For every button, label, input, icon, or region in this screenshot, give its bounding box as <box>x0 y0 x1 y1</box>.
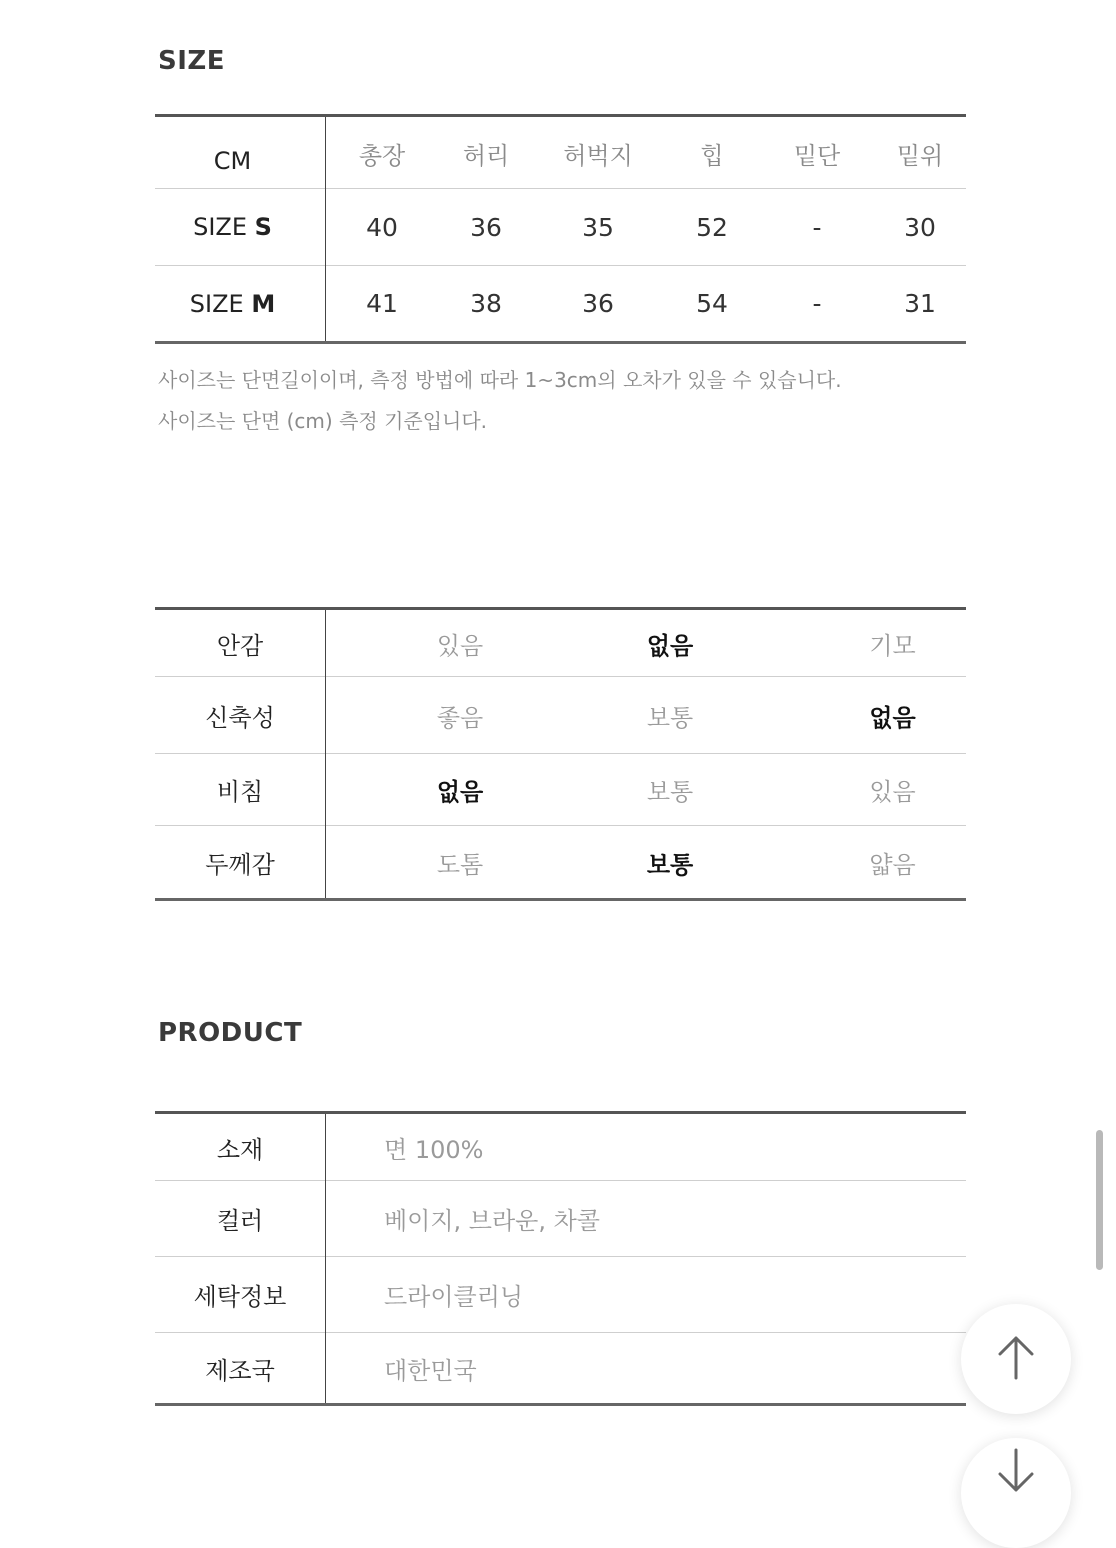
feel-option-selected: 없음 <box>869 703 916 732</box>
size-section-title: SIZE <box>158 46 226 76</box>
size-value: 41 <box>366 289 398 318</box>
table-bottom-rule <box>155 898 966 901</box>
size-row-size: S <box>254 213 272 241</box>
product-row-value: 드라이클리닝 <box>384 1283 524 1311</box>
size-value: 40 <box>366 212 398 242</box>
product-section-title: PRODUCT <box>158 1018 303 1048</box>
feel-option: 보통 <box>646 703 694 732</box>
product-row-label: 세탁정보 <box>193 1283 287 1311</box>
table-bottom-rule <box>155 1403 966 1406</box>
size-row-prefix: SIZE <box>189 289 252 318</box>
table-column-divider <box>325 610 326 898</box>
product-row-value: 베이지, 브라운, 차콜 <box>384 1207 600 1235</box>
size-column-header: 힙 <box>700 141 724 170</box>
size-column-header: 허리 <box>462 141 510 170</box>
arrow-down-icon <box>996 1448 1036 1498</box>
table-bottom-rule <box>155 341 966 344</box>
product-row-value: 면 100% <box>384 1135 484 1164</box>
size-value: 54 <box>696 289 728 318</box>
size-value: 36 <box>470 212 502 242</box>
size-value: 52 <box>696 212 728 242</box>
size-table <box>155 114 966 346</box>
product-row-value: 대한민국 <box>384 1356 477 1385</box>
scroll-to-top-button[interactable] <box>961 1304 1071 1414</box>
feel-option-selected: 없음 <box>436 778 484 806</box>
size-value: 38 <box>470 289 502 318</box>
product-table <box>155 1111 966 1409</box>
feel-row-label: 신축성 <box>205 703 275 732</box>
product-row-label: 소재 <box>216 1135 264 1164</box>
feel-option: 도톰 <box>436 850 484 879</box>
size-value: 35 <box>582 212 614 242</box>
arrow-up-icon <box>996 1334 1036 1384</box>
feel-option: 있음 <box>436 631 484 660</box>
feel-option: 있음 <box>869 778 916 806</box>
size-note: 사이즈는 단면 (cm) 측정 기준입니다. <box>158 409 488 433</box>
size-value: 36 <box>582 289 614 318</box>
size-note: 사이즈는 단면길이이며, 측정 방법에 따라 1~3cm의 오차가 있을 수 있습니다. <box>158 368 842 392</box>
feel-option-selected: 없음 <box>646 631 694 660</box>
feel-option-selected: 보통 <box>646 850 694 879</box>
feel-option: 얇음 <box>869 850 916 879</box>
feel-option: 기모 <box>869 631 916 660</box>
size-row-prefix: SIZE <box>193 213 255 241</box>
fabric-feel-table <box>155 607 966 903</box>
size-column-header: 밑위 <box>896 141 944 170</box>
size-row-size: M <box>251 289 276 318</box>
size-value: 31 <box>904 289 936 318</box>
product-row-label: 컬러 <box>216 1207 264 1235</box>
size-row-label <box>155 189 310 265</box>
size-value: - <box>812 289 822 318</box>
page-scrollbar[interactable] <box>1096 1130 1103 1270</box>
table-column-divider <box>325 1114 326 1403</box>
feel-option: 좋음 <box>436 703 484 732</box>
feel-option: 보통 <box>646 778 694 806</box>
size-column-header: 허벅지 <box>563 141 633 170</box>
size-value: - <box>812 212 822 242</box>
size-value: 30 <box>904 212 936 242</box>
size-column-header: 총장 <box>358 141 406 170</box>
table-column-divider <box>325 117 326 341</box>
feel-row-label: 안감 <box>216 631 264 660</box>
scroll-to-bottom-button[interactable] <box>961 1438 1071 1548</box>
feel-row-label: 두께감 <box>205 850 275 879</box>
size-header-label: CM <box>213 147 252 175</box>
size-row-label <box>155 266 310 341</box>
product-row-label: 제조국 <box>205 1356 275 1385</box>
feel-row-label: 비침 <box>216 778 264 806</box>
size-column-header: 밑단 <box>793 141 841 170</box>
